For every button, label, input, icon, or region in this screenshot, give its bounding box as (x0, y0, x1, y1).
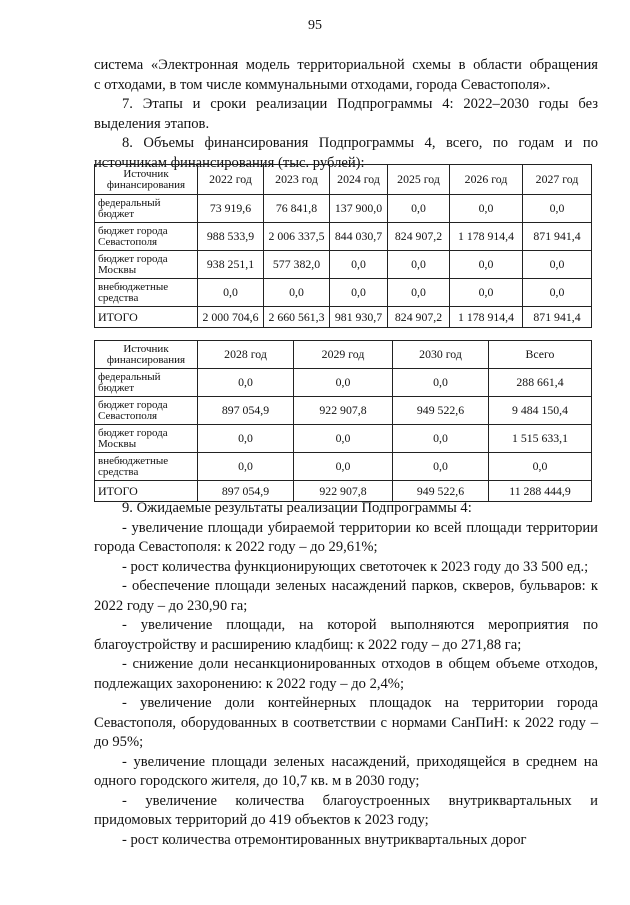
cell-value: 949 522,6 (393, 481, 489, 502)
cell-value: 824 907,2 (388, 223, 450, 251)
cell-value: 0,0 (450, 251, 523, 279)
header-year: 2025 год (388, 165, 450, 195)
cell-value: 871 941,4 (523, 307, 592, 328)
cell-value: 0,0 (393, 369, 489, 397)
intro-paragraph (94, 56, 598, 173)
table-total-row (95, 307, 592, 328)
cell-value: 0,0 (393, 453, 489, 481)
cell-value: 2 006 337,5 (264, 223, 330, 251)
cell-value: 0,0 (294, 453, 393, 481)
cell-value: 11 288 444,9 (489, 481, 592, 502)
intro-line-2: с отходами, в том числе коммунальными отходами, города Севастополя». (94, 76, 551, 93)
page-number: 95 (308, 18, 322, 33)
table-row (95, 279, 592, 307)
cell-value: 0,0 (523, 251, 592, 279)
cell-value: 0,0 (450, 195, 523, 223)
table-header-row (95, 341, 592, 369)
cell-value: 137 900,0 (330, 195, 388, 223)
row-source: внебюджетные средства (95, 453, 198, 481)
result-item: - обеспечение площади зеленых насаждений парков, скверов, бульваров: к 2022 году – до 230,90 га; (94, 578, 598, 614)
cell-value: 0,0 (294, 369, 393, 397)
header-year: 2023 год (264, 165, 330, 195)
financing-table-2028-2030 (94, 340, 592, 502)
row-source: бюджет города Севастополя (95, 223, 198, 251)
cell-value: 1 515 633,1 (489, 425, 592, 453)
cell-value: 1 178 914,4 (450, 223, 523, 251)
cell-value: 0,0 (198, 279, 264, 307)
header-source: Источник финансирования (95, 341, 198, 369)
section-7: 7. Этапы и сроки реализации Подпрограммы 4: 2022–2030 годы без выделения этапов. (94, 96, 598, 132)
cell-value: 0,0 (388, 251, 450, 279)
cell-value: 824 907,2 (388, 307, 450, 328)
cell-value: 844 030,7 (330, 223, 388, 251)
section-9: 9. Ожидаемые результаты реализации Подпрограммы 4: (122, 500, 472, 516)
cell-value: 9 484 150,4 (489, 397, 592, 425)
header-year: 2030 год (393, 341, 489, 369)
row-source-total: ИТОГО (95, 307, 198, 328)
cell-value: 577 382,0 (264, 251, 330, 279)
cell-value: 938 251,1 (198, 251, 264, 279)
cell-value: 897 054,9 (198, 397, 294, 425)
cell-value: 0,0 (198, 369, 294, 397)
table-row (95, 195, 592, 223)
cell-value: 897 054,9 (198, 481, 294, 502)
cell-value: 988 533,9 (198, 223, 264, 251)
cell-value: 922 907,8 (294, 481, 393, 502)
cell-value: 0,0 (450, 279, 523, 307)
result-item: - увеличение доли контейнерных площадок на территории города Севастополя, оборудованных в соответствии с нормами СанПиН: к 2022 году – до 95%; (94, 695, 598, 750)
cell-value: 76 841,8 (264, 195, 330, 223)
result-item: - увеличение площади убираемой территории ко всей площади территории города Севастополя: к 2022 году – до 29,61%; (94, 519, 598, 555)
header-year: 2024 год (330, 165, 388, 195)
row-source: бюджет города Севастополя (95, 397, 198, 425)
cell-value: 0,0 (523, 195, 592, 223)
row-source: бюджет города Москвы (95, 251, 198, 279)
cell-value: 0,0 (294, 425, 393, 453)
cell-value: 981 930,7 (330, 307, 388, 328)
cell-value: 0,0 (489, 453, 592, 481)
header-year: 2022 год (198, 165, 264, 195)
cell-value: 0,0 (264, 279, 330, 307)
intro-line-1: система «Электронная модель территориальной схемы в области обращения (94, 57, 598, 73)
expected-results (94, 499, 598, 850)
header-total: Всего (489, 341, 592, 369)
header-source: Источник финансирования (95, 165, 198, 195)
section-8: 8. Объемы финансирования Подпрограммы 4, всего, по годам и по источникам финансирования (тыс. рублей): (94, 135, 598, 171)
table-row (95, 223, 592, 251)
table-row (95, 369, 592, 397)
table-header-row (95, 165, 592, 195)
cell-value: 922 907,8 (294, 397, 393, 425)
row-source: федеральный бюджет (95, 195, 198, 223)
row-source-total: ИТОГО (95, 481, 198, 502)
table-row (95, 453, 592, 481)
cell-value: 0,0 (330, 279, 388, 307)
result-item: - увеличение количества благоустроенных внутриквартальных и придомовых территорий до 419 объектов к 2023 году; (94, 792, 598, 828)
row-source: бюджет города Москвы (95, 425, 198, 453)
cell-value: 0,0 (198, 425, 294, 453)
table-row (95, 251, 592, 279)
cell-value: 1 178 914,4 (450, 307, 523, 328)
cell-value: 0,0 (198, 453, 294, 481)
result-item: - рост количества функционирующих светоточек к 2023 году до 33 500 ед.; (122, 558, 589, 575)
row-source: внебюджетные средства (95, 279, 198, 307)
cell-value: 0,0 (388, 195, 450, 223)
cell-value: 0,0 (523, 279, 592, 307)
result-item: - рост количества отремонтированных внутриквартальных дорог (122, 831, 527, 848)
header-year: 2027 год (523, 165, 592, 195)
cell-value: 0,0 (330, 251, 388, 279)
row-source: федеральный бюджет (95, 369, 198, 397)
result-item: - увеличение площади, на которой выполняются мероприятия по благоустройству и расширению кладбищ: к 2022 году – до 271,88 га; (94, 617, 598, 653)
cell-value: 288 661,4 (489, 369, 592, 397)
table-row (95, 397, 592, 425)
header-year: 2028 год (198, 341, 294, 369)
header-year: 2029 год (294, 341, 393, 369)
cell-value: 2 660 561,3 (264, 307, 330, 328)
cell-value: 73 919,6 (198, 195, 264, 223)
table-row (95, 425, 592, 453)
result-item: - снижение доли несанкционированных отходов в общем объеме отходов, подлежащих захоронению: к 2022 году – до 2,4%; (94, 656, 598, 692)
financing-table-2022-2027 (94, 164, 592, 328)
result-item: - увеличение площади зеленых насаждений, приходящейся в среднем на одного городского жителя, до 10,7 кв. м в 2030 году; (94, 753, 598, 789)
cell-value: 2 000 704,6 (198, 307, 264, 328)
cell-value: 0,0 (388, 279, 450, 307)
header-year: 2026 год (450, 165, 523, 195)
cell-value: 871 941,4 (523, 223, 592, 251)
cell-value: 0,0 (393, 425, 489, 453)
cell-value: 949 522,6 (393, 397, 489, 425)
